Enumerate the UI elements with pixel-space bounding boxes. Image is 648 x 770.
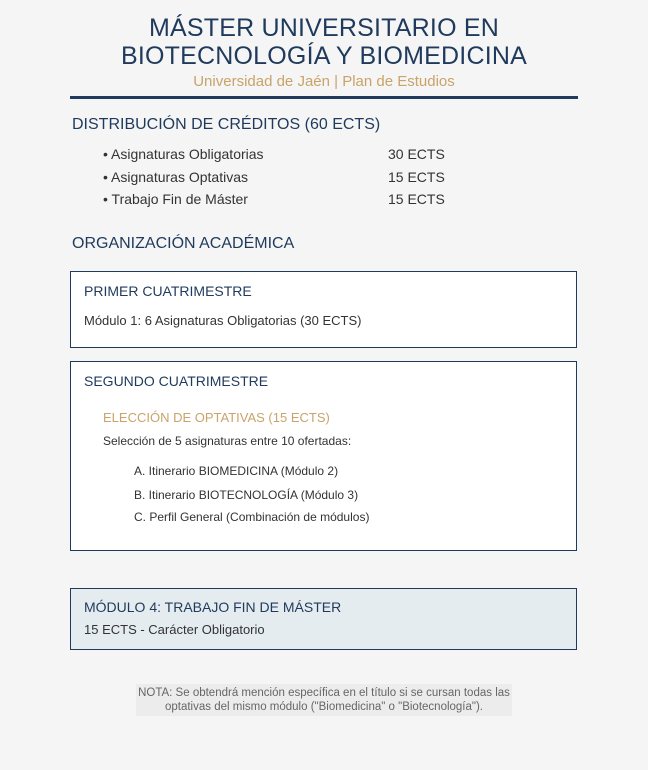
subtitle: Universidad de Jaén | Plan de Estudios: [193, 73, 455, 90]
credit-row: [103, 168, 503, 191]
tfm-text: 15 ECTS - Carácter Obligatorio: [84, 622, 265, 637]
tfm-box: [70, 588, 577, 650]
credit-row: [103, 190, 503, 213]
first-semester-box: [70, 271, 577, 348]
tfm-title: MÓDULO 4: TRABAJO FIN DE MÁSTER: [84, 599, 342, 615]
footnote-line-1: NOTA: Se obtendrá mención específica en el título si se cursan todas las: [138, 687, 510, 699]
credit-row: [103, 145, 503, 168]
footnote-line-2: optativas del mismo módulo ("Biomedicina" o "Biotecnología").: [164, 701, 484, 713]
electives-description: Selección de 5 asignaturas entre 10 ofertadas:: [103, 434, 352, 448]
elective-option-b: B. Itinerario BIOTECNOLOGÍA (Módulo 3): [134, 488, 359, 502]
first-semester-title: PRIMER CUATRIMESTRE: [84, 283, 252, 299]
credit-value: 30 ECTS: [388, 146, 445, 162]
credit-label: • Asignaturas Obligatorias: [103, 146, 264, 162]
electives-title: ELECCIÓN DE OPTATIVAS (15 ECTS): [103, 410, 330, 425]
footnote: [136, 684, 512, 716]
first-semester-text: Módulo 1: 6 Asignaturas Obligatorias (30 ECTS): [84, 313, 362, 328]
credits-heading: DISTRIBUCIÓN DE CRÉDITOS (60 ECTS): [72, 116, 381, 133]
header-divider: [70, 96, 578, 99]
title-line-2: BIOTECNOLOGÍA Y BIOMEDICINA: [121, 42, 527, 70]
title-line-1: MÁSTER UNIVERSITARIO EN: [148, 14, 499, 42]
document-header: [0, 14, 648, 91]
credit-label: • Asignaturas Optativas: [103, 168, 248, 185]
second-semester-title: SEGUNDO CUATRIMESTRE: [84, 373, 269, 389]
credit-label: • Trabajo Fin de Máster: [103, 191, 248, 207]
elective-option-a: A. Itinerario BIOMEDICINA (Módulo 2): [134, 464, 339, 478]
elective-option-c: C. Perfil General (Combinación de módulos): [134, 510, 370, 524]
credits-list: [103, 145, 503, 213]
credit-value: 15 ECTS: [388, 168, 445, 185]
organization-heading: ORGANIZACIÓN ACADÉMICA: [72, 235, 295, 252]
credit-value: 15 ECTS: [388, 191, 445, 207]
second-semester-box: [70, 361, 577, 551]
